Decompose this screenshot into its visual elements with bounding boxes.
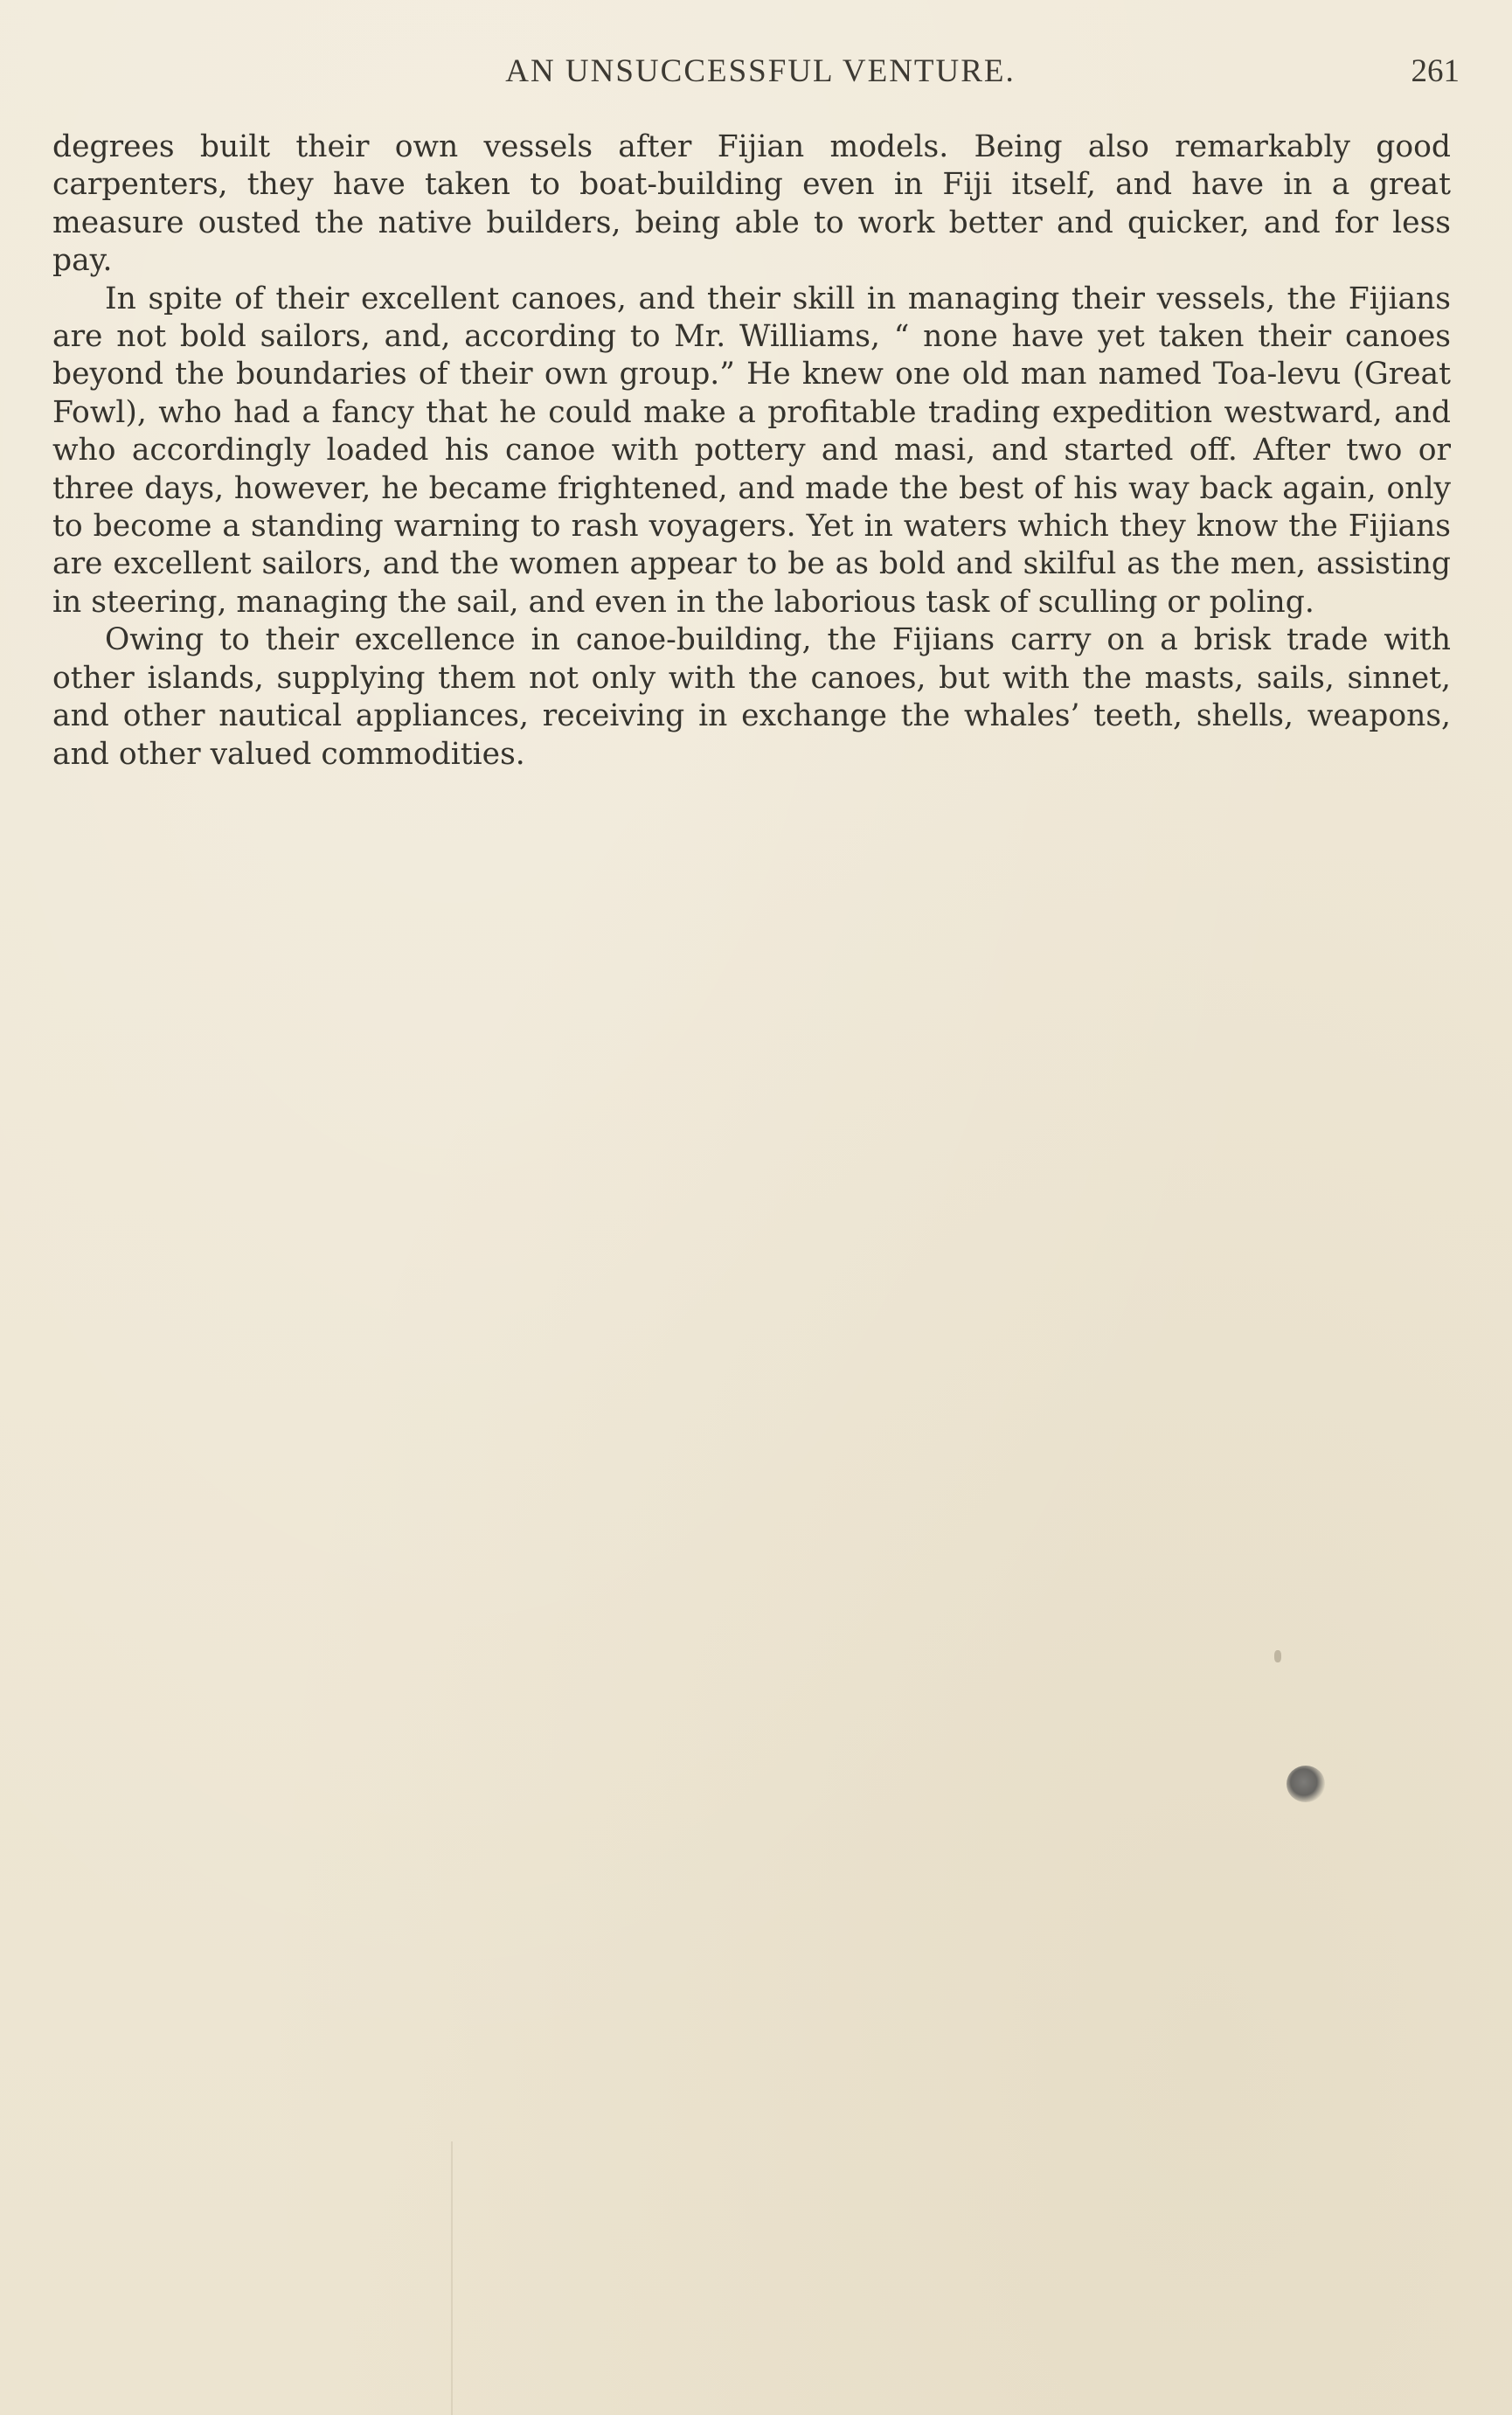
running-title: AN UNSUCCESSFUL VENTURE. — [505, 53, 1016, 89]
ink-smudge — [1287, 1766, 1325, 1802]
paragraph-3: Owing to their excellence in canoe-building, the Fijians carry on a brisk trade with other islands, supplying them not only with the canoes, but with the masts, sails, sinnet, and other nautical appliances, receiving in exchange the whales’ teeth, shells, weapons, and other valued commodities. — [52, 622, 1451, 772]
page-number: 261 — [1411, 53, 1460, 89]
paper-fleck — [1274, 1650, 1281, 1662]
paragraph-1: degrees built their own vessels after Fijian models. Being also remarkably good carpenters, they have taken to boat-building even in Fiji itself, and have in a great measure ousted the native builders, being able to work better and quicker, and for less pay. — [52, 129, 1451, 279]
paragraph-2: In spite of their excellent canoes, and their skill in managing their vessels, the Fijians are not bold sailors, and, according to Mr. Williams, “ none have yet taken their canoes beyond the boundaries of their own group.” He knew one old man named Toa-levu (Great Fowl), who had a fancy that he could make a profitable trading expedition westward, and who accordingly loaded his canoe with pottery and masi, and started off. After two or three days, however, he became frightened, and made the best of his way back again, only to become a standing warning to rash voyagers. Yet in waters which they know the Fijians are excellent sailors, and the women appear to be as bold and skilful as the men, assisting in steering, managing the sail, and even in the laborious task of sculling or poling. — [52, 281, 1451, 620]
body-text — [52, 128, 1451, 774]
running-head — [0, 45, 1512, 98]
paper-fold-line — [451, 2141, 453, 2415]
